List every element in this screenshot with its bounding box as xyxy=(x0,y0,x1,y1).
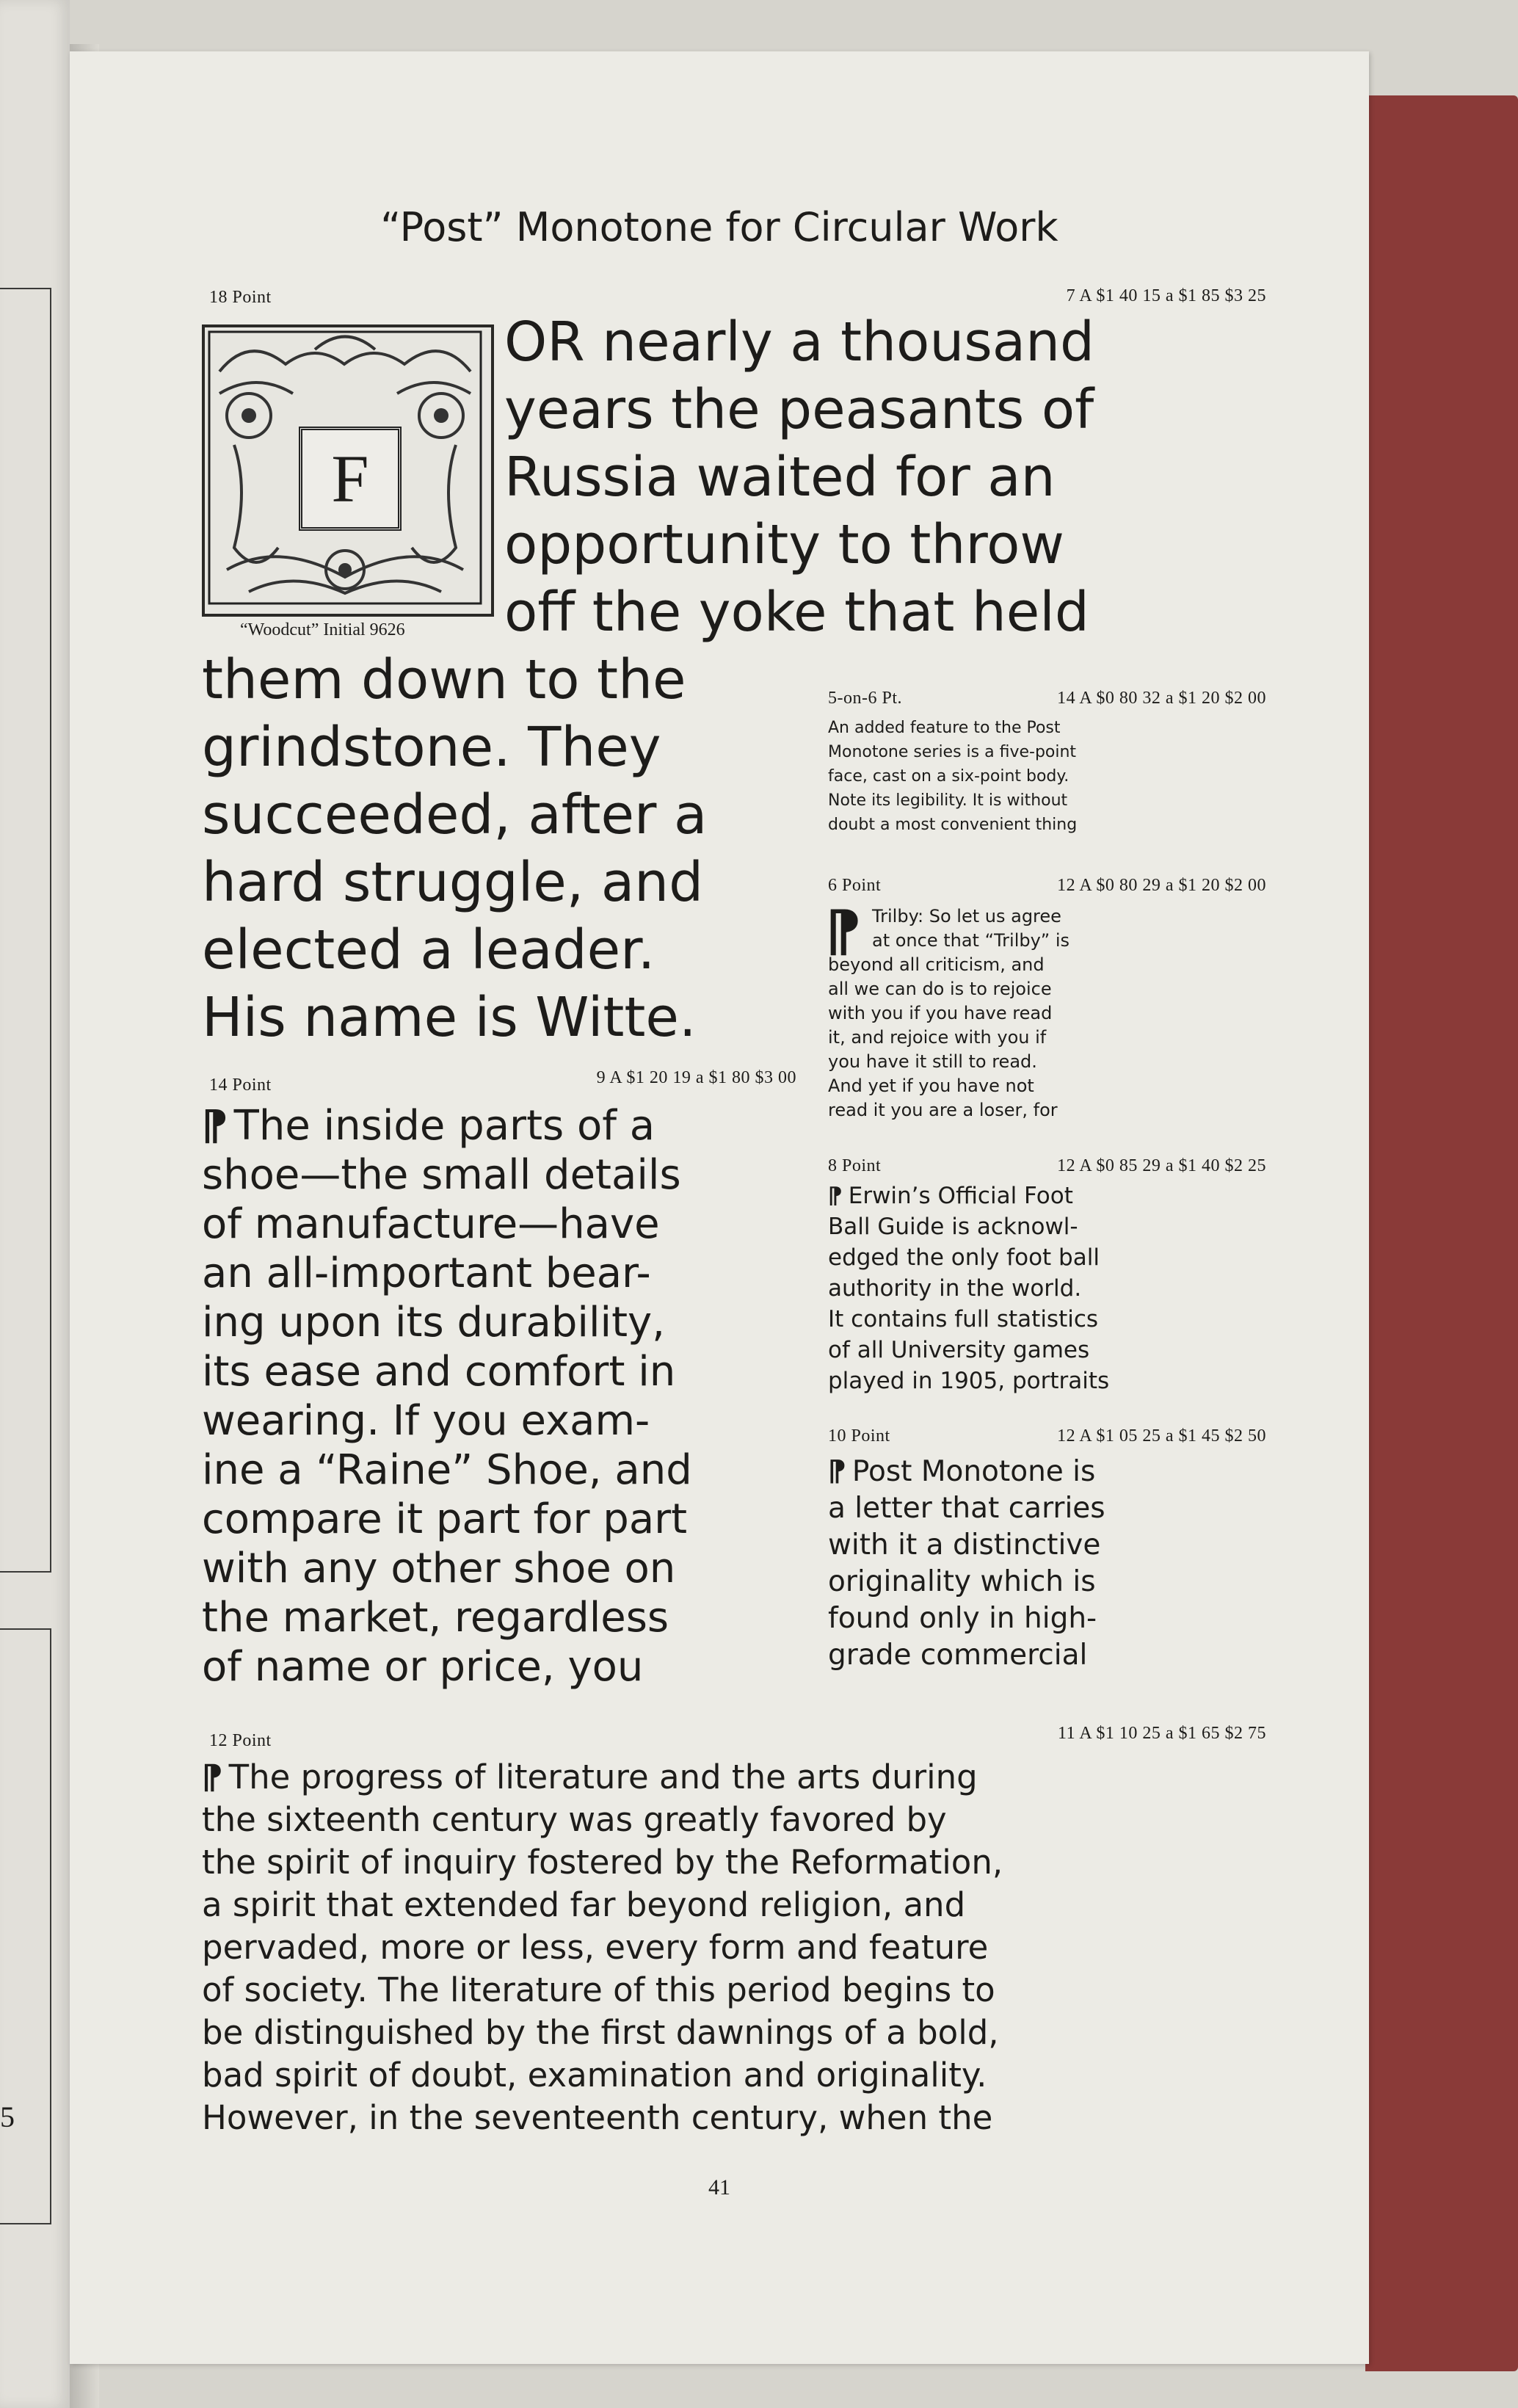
text-block-18pt-left xyxy=(202,646,707,1051)
text-line-content: Post Monotone is xyxy=(851,1455,1096,1488)
text-line: the sixteenth century was greatly favored by xyxy=(202,1800,947,1839)
text-line: all we can do is to rejoice xyxy=(828,979,1052,999)
text-line: wearing. If you exam- xyxy=(202,1397,650,1445)
text-line: read it you are a loser, for xyxy=(828,1100,1058,1120)
text-line: of society. The literature of this period begins to xyxy=(202,1970,995,2009)
text-line: at once that “Trilby” is xyxy=(872,930,1070,951)
text-line: with it a distinctive xyxy=(828,1528,1101,1562)
text-block-14pt xyxy=(202,1101,692,1691)
left-page-rule xyxy=(0,288,51,289)
text-line: them down to the xyxy=(202,648,686,711)
text-line xyxy=(202,1756,1003,1799)
text-line: off the yoke that held xyxy=(504,581,1089,644)
left-page-rule xyxy=(50,1628,51,2223)
text-line: succeeded, after a xyxy=(202,783,708,846)
text-line: originality which is xyxy=(828,1565,1096,1598)
left-page-rule xyxy=(0,2223,51,2224)
text-line-content: The progress of literature and the arts during xyxy=(228,1758,978,1796)
text-line: a spirit that extended far beyond religion, and xyxy=(202,1885,966,1924)
text-line: doubt a most convenient thing xyxy=(828,816,1078,834)
book-page xyxy=(70,51,1369,2364)
price-12pt: 11 A $1 10 25 a $1 65 $2 75 xyxy=(1058,1724,1266,1743)
size-label-8pt: 8 Point xyxy=(828,1156,882,1175)
text-line: Trilby: So let us agree xyxy=(872,906,1061,926)
text-line: His name is Witte. xyxy=(202,986,697,1049)
text-line: Russia waited for an xyxy=(504,446,1056,509)
price-6pt: 12 A $0 80 29 a $1 20 $2 00 xyxy=(1057,876,1266,895)
text-block-6pt xyxy=(828,953,1058,1123)
text-line: it, and rejoice with you if xyxy=(828,1027,1047,1048)
size-label-5on6pt: 5-on-6 Pt. xyxy=(828,689,902,708)
text-line: opportunity to throw xyxy=(504,513,1064,576)
size-label-6pt: 6 Point xyxy=(828,876,882,895)
text-line: And yet if you have not xyxy=(828,1076,1034,1096)
text-line: the spirit of inquiry fostered by the Reformation, xyxy=(202,1843,1003,1882)
initial-caption: “Woodcut” Initial 9626 xyxy=(240,620,405,639)
left-page-number: 5 xyxy=(0,2100,15,2133)
text-line: the market, regardless xyxy=(202,1594,669,1642)
text-line: Note its legibility. It is without xyxy=(828,791,1068,810)
text-line: found only in high- xyxy=(828,1602,1097,1635)
text-block-12pt xyxy=(202,1756,1003,2139)
text-line: of manufacture—have xyxy=(202,1200,660,1248)
text-line: pervaded, more or less, every form and feature xyxy=(202,1928,989,1967)
pilcrow-icon: ¶ xyxy=(202,1102,228,1150)
text-line xyxy=(828,1454,1105,1490)
left-page-rule xyxy=(50,288,51,1571)
size-label-12pt: 12 Point xyxy=(209,1731,272,1750)
price-10pt: 12 A $1 05 25 a $1 45 $2 50 xyxy=(1057,1426,1266,1446)
price-18pt: 7 A $1 40 15 a $1 85 $3 25 xyxy=(1066,286,1266,305)
text-line: edged the only foot ball xyxy=(828,1244,1100,1271)
text-block-18pt-right xyxy=(504,308,1094,646)
text-line: It contains full statistics xyxy=(828,1306,1099,1332)
text-line: be distinguished by the first dawnings of a bold, xyxy=(202,2013,999,2052)
pilcrow-icon: ¶ xyxy=(202,1758,223,1796)
size-label-10pt: 10 Point xyxy=(828,1426,890,1446)
text-block-5on6pt xyxy=(828,716,1077,837)
text-line: played in 1905, portraits xyxy=(828,1368,1110,1394)
text-line: its ease and comfort in xyxy=(202,1348,676,1396)
price-8pt: 12 A $0 85 29 a $1 40 $2 25 xyxy=(1057,1156,1266,1175)
text-block-10pt xyxy=(828,1454,1105,1674)
text-line xyxy=(828,1181,1109,1211)
page-number: 41 xyxy=(708,2175,730,2200)
text-line xyxy=(202,1101,692,1150)
text-line: Monotone series is a five-point xyxy=(828,743,1077,761)
text-line: authority in the world. xyxy=(828,1275,1082,1302)
text-line: Ball Guide is acknowl- xyxy=(828,1214,1078,1240)
text-line: ine a “Raine” Shoe, and xyxy=(202,1446,692,1494)
book-cover xyxy=(1365,95,1518,2371)
text-line: with any other shoe on xyxy=(202,1545,676,1592)
text-line: hard struggle, and xyxy=(202,851,704,914)
pilcrow-icon: ¶ xyxy=(826,898,862,963)
text-line: face, cast on a six-point body. xyxy=(828,767,1070,786)
text-line: elected a leader. xyxy=(202,918,656,982)
price-14pt: 9 A $1 20 19 a $1 80 $3 00 xyxy=(596,1068,796,1087)
text-line: a letter that carries xyxy=(828,1492,1105,1525)
left-page-rule xyxy=(0,1628,51,1630)
text-line: years the peasants of xyxy=(504,378,1094,441)
text-line: an all-important bear- xyxy=(202,1250,651,1297)
left-page-edge xyxy=(0,0,70,2408)
left-page-rule xyxy=(0,1571,51,1573)
size-label-14pt: 14 Point xyxy=(209,1076,272,1095)
price-5on6pt: 14 A $0 80 32 a $1 20 $2 00 xyxy=(1057,689,1266,708)
text-line: of all University games xyxy=(828,1337,1090,1363)
size-label-18pt: 18 Point xyxy=(209,288,272,307)
pilcrow-icon: ¶ xyxy=(828,1183,843,1209)
pilcrow-icon: ¶ xyxy=(828,1455,846,1488)
text-line: grindstone. They xyxy=(202,716,661,779)
text-line: shoe—the small details xyxy=(202,1151,681,1199)
text-line: compare it part for part xyxy=(202,1495,688,1543)
text-line-content: The inside parts of a xyxy=(233,1102,656,1150)
text-block-8pt xyxy=(828,1181,1109,1396)
text-line-content: Erwin’s Official Foot xyxy=(848,1183,1073,1209)
text-line: with you if you have read xyxy=(828,1003,1053,1023)
text-line: An added feature to the Post xyxy=(828,719,1061,737)
page-title: “Post” Monotone for Circular Work xyxy=(380,204,1058,250)
text-line: you have it still to read. xyxy=(828,1051,1037,1072)
text-line: of name or price, you xyxy=(202,1643,644,1691)
text-line: beyond all criticism, and xyxy=(828,954,1045,975)
initial-letter: F xyxy=(299,427,402,531)
text-line: bad spirit of doubt, examination and originality. xyxy=(202,2056,987,2095)
text-line: However, in the seventeenth century, when the xyxy=(202,2098,993,2137)
text-line: ing upon its durability, xyxy=(202,1299,665,1346)
text-line: grade commercial xyxy=(828,1639,1088,1672)
woodcut-initial xyxy=(202,324,494,617)
text-line: OR nearly a thousand xyxy=(504,311,1094,374)
